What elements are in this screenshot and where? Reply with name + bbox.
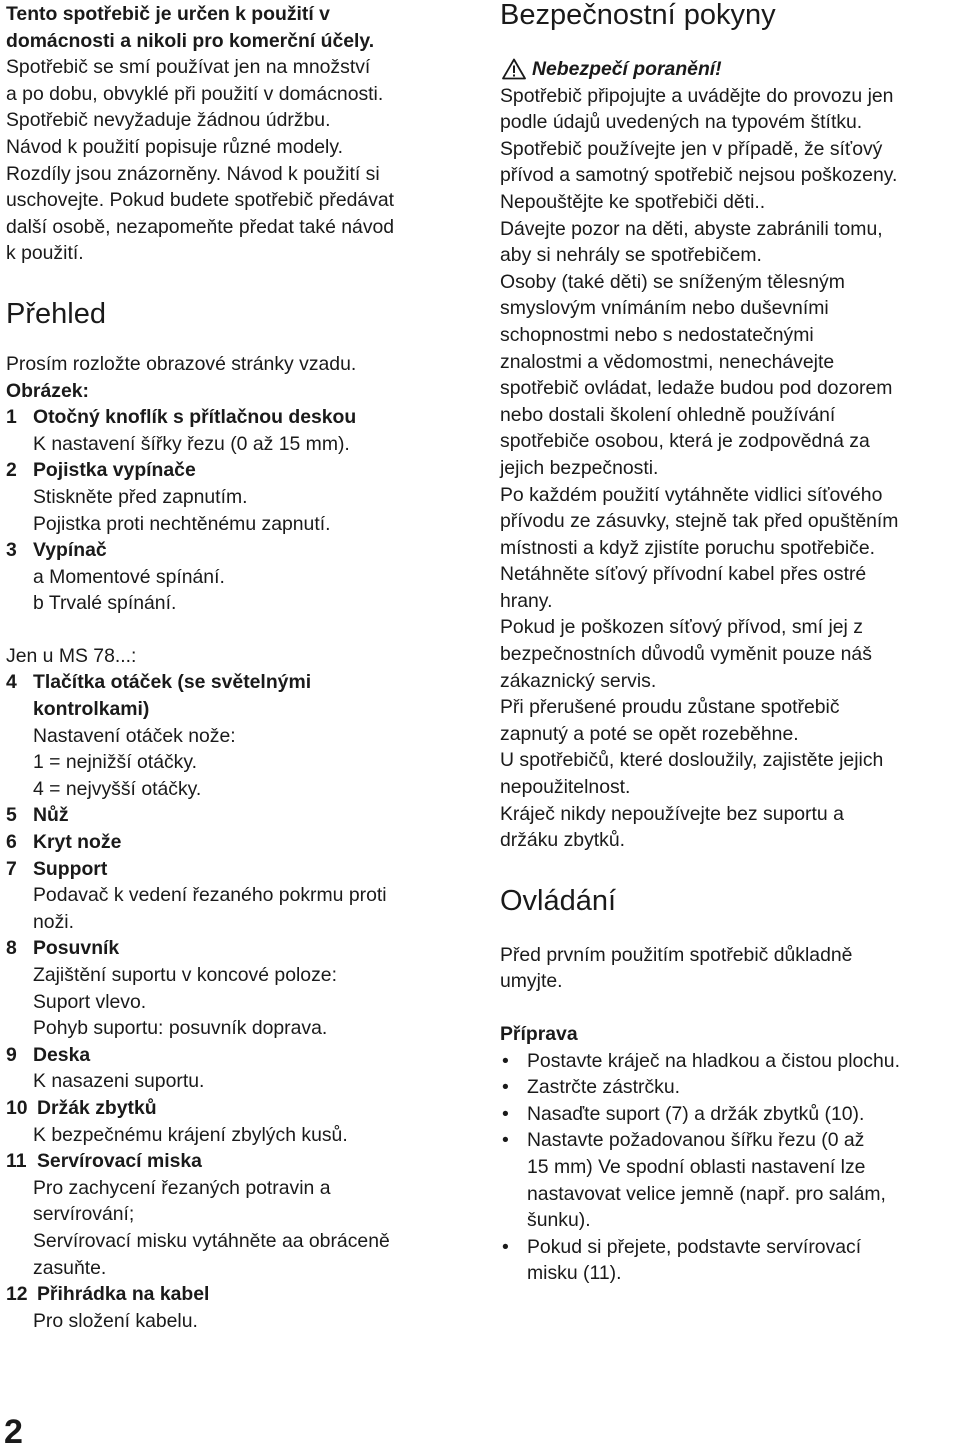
item-title: Otočný knoflík s přítlačnou deskou <box>33 406 357 429</box>
safety-line: podle údajů uvedených na typovém štítku. <box>500 111 863 134</box>
operation-heading: Ovládání <box>500 884 617 917</box>
safety-line: Dávejte pozor na děti, abyste zabránili tomu, <box>500 217 883 240</box>
warning-text: Nebezpečí poranění! <box>532 58 722 80</box>
item-title: Nůž <box>33 804 69 827</box>
operation-intro <box>500 942 960 995</box>
intro-line: uschovejte. Pokud budete spotřebič předávat <box>6 189 395 212</box>
safety-line: Kráječ nikdy nepoužívejte bez suportu a <box>500 802 844 825</box>
preparation-list <box>500 1048 960 1287</box>
item-description: K nastavení šířky řezu (0 až 15 mm). <box>33 432 350 455</box>
safety-line: Spotřebič připojujte a uvádějte do provozu jen <box>500 84 894 107</box>
list-item-text: šunku). <box>527 1209 591 1232</box>
model-note: Jen u MS 78...: <box>6 644 137 667</box>
parts-item <box>6 537 468 617</box>
item-description: Pohyb suportu: posuvník doprava. <box>33 1017 328 1040</box>
item-number: 12 <box>6 1283 28 1306</box>
page-number: 2 <box>4 1413 23 1451</box>
item-description: Podavač k vedení řezaného pokrmu proti <box>33 884 387 907</box>
safety-paragraph <box>500 189 960 216</box>
item-number: 10 <box>6 1096 28 1119</box>
parts-item <box>6 935 468 1041</box>
safety-line: Osoby (také děti) se sníženým tělesným <box>500 270 845 293</box>
item-description: K nasazeni suportu. <box>33 1070 205 1093</box>
parts-item <box>6 1042 468 1095</box>
intro-line: Rozdíly jsou znázorněny. Návod k použití si <box>6 162 380 185</box>
parts-item <box>6 404 468 457</box>
safety-line: Po každém použití vytáhněte vidlici síťového <box>500 483 883 506</box>
list-item-text: misku (11). <box>527 1262 622 1285</box>
parts-item <box>6 856 468 936</box>
item-description: 1 = nejnižší otáčky. <box>33 751 198 774</box>
item-description: a Momentové spínání. <box>33 565 225 588</box>
safety-line: Netáhněte síťový přívodní kabel přes ostré <box>500 563 867 586</box>
item-description: zasuňte. <box>33 1256 107 1279</box>
item-title: Přihrádka na kabel <box>37 1283 210 1306</box>
item-description: noži. <box>33 910 74 933</box>
left-column <box>6 0 468 1334</box>
intro-section <box>6 1 468 267</box>
item-number: 1 <box>6 406 17 429</box>
safety-line: jejich bezpečnosti. <box>500 456 659 479</box>
item-description: Pro zachycení řezaných potravin a <box>33 1176 331 1199</box>
item-description: servírování; <box>33 1203 135 1226</box>
warning-triangle-icon <box>502 58 526 80</box>
safety-line: hrany. <box>500 589 553 612</box>
right-column <box>500 0 960 1287</box>
list-item-text: Zastrčte zástrčku. <box>527 1076 681 1099</box>
safety-paragraph <box>500 614 960 694</box>
safety-paragraph <box>500 216 960 269</box>
safety-line: Pokud je poškozen síťový přívod, smí jej z <box>500 616 863 639</box>
safety-line: smyslovým vnímáním nebo duševními <box>500 297 829 320</box>
parts-item <box>6 829 468 856</box>
warning-line <box>500 56 960 83</box>
figure-label: Obrázek: <box>6 379 89 402</box>
safety-paragraph <box>500 561 960 614</box>
item-description: Suport vlevo. <box>33 990 147 1013</box>
list-item <box>500 1234 960 1287</box>
intro-bold-line: domácnosti a nikoli pro komerční účely. <box>6 29 375 52</box>
intro-line: další osobě, nezapomeňte předat také návod <box>6 215 395 238</box>
safety-line: znalostmi a vědomostmi, nenechávejte <box>500 350 835 373</box>
operation-intro-line: Před prvním použitím spotřebič důkladně <box>500 943 853 966</box>
overview-heading: Přehled <box>6 297 106 330</box>
item-number: 5 <box>6 804 17 827</box>
parts-item <box>6 1281 468 1334</box>
intro-line: Spotřebič nevyžaduje žádnou údržbu. <box>6 109 331 132</box>
item-description: Pro složení kabelu. <box>33 1309 198 1332</box>
item-number: 9 <box>6 1043 17 1066</box>
list-item <box>500 1048 960 1075</box>
list-item-text: Postavte kráječ na hladkou a čistou plochu. <box>527 1049 900 1072</box>
item-number: 11 <box>6 1150 27 1173</box>
intro-line: k použití. <box>6 242 84 265</box>
item-title: Kryt nože <box>33 831 122 854</box>
safety-line: místnosti a když zjistíte poruchu spotřebiče. <box>500 536 876 559</box>
item-description: b Trvalé spínání. <box>33 592 177 615</box>
list-item-text: 15 mm) Ve spodní oblasti nastavení lze <box>527 1155 866 1178</box>
safety-paragraph <box>500 482 960 562</box>
item-title: Deska <box>33 1043 91 1066</box>
list-item-text: nastavovat velice jemně (např. pro salám, <box>527 1182 886 1205</box>
parts-item <box>6 802 468 829</box>
safety-line: schopnostmi nebo s nedostatečnými <box>500 323 814 346</box>
safety-paragraph <box>500 83 960 136</box>
overview-intro: Prosím rozložte obrazové stránky vzadu. <box>6 352 357 375</box>
item-title: Vypínač <box>33 539 107 562</box>
item-title-continued: kontrolkami) <box>33 698 150 721</box>
safety-line: držáku zbytků. <box>500 829 626 852</box>
item-title: Pojistka vypínače <box>33 459 196 482</box>
list-item-text: • Pokud si přejete, podstavte servírovací <box>527 1235 862 1258</box>
item-description: Zajištění suportu v koncové poloze: <box>33 964 337 986</box>
safety-line: bezpečnostních důvodů vyměnit pouze náš <box>500 643 872 666</box>
item-number: 8 <box>6 937 17 960</box>
parts-item <box>6 1095 468 1148</box>
preparation-heading: Příprava <box>500 1023 578 1045</box>
intro-line: Návod k použití popisuje různé modely. <box>6 135 344 158</box>
item-description: Pojistka proti nechtěnému zapnutí. <box>33 512 331 535</box>
list-item-text: • Nastavte požadovanou šířku řezu (0 až <box>527 1129 865 1152</box>
safety-line: spotřebiče osobou, která je zodpovědná za <box>500 430 870 453</box>
item-description: Stiskněte před zapnutím. <box>33 485 248 508</box>
safety-line: aby si nehrály se spotřebičem. <box>500 244 762 267</box>
list-item <box>500 1127 960 1233</box>
item-number: 6 <box>6 831 17 854</box>
safety-section <box>500 56 960 854</box>
item-title: Support <box>33 857 108 880</box>
item-description: Servírovací misku vytáhněte aa obráceně <box>33 1229 390 1252</box>
safety-line: Nepouštějte ke spotřebiči děti.. <box>500 190 766 213</box>
parts-item <box>6 457 468 537</box>
safety-line: U spotřebičů, které dosloužily, zajistěte jejich <box>500 749 884 772</box>
list-item-text: Nasaďte suport (7) a držák zbytků (10). <box>527 1102 865 1125</box>
operation-intro-line: umyjte. <box>500 970 563 993</box>
safety-line: přívod a samotný spotřebič nejsou poškozeny. <box>500 164 898 187</box>
item-title: Servírovací miska <box>37 1150 202 1173</box>
parts-item <box>6 669 468 802</box>
safety-paragraph <box>500 269 960 482</box>
safety-line: nebo dostali školení ohledně používání <box>500 403 836 426</box>
safety-paragraph <box>500 136 960 189</box>
item-description: 4 = nejvyšší otáčky. <box>33 777 202 800</box>
parts-item <box>6 1148 468 1281</box>
item-title: Tlačítka otáček (se světelnými <box>33 671 312 694</box>
item-number: 3 <box>6 539 17 562</box>
safety-paragraph <box>500 747 960 800</box>
item-description: K bezpečnému krájení zbylých kusů. <box>33 1123 348 1146</box>
item-title: Posuvník <box>33 937 120 960</box>
safety-paragraph <box>500 694 960 747</box>
safety-heading: Bezpečnostní pokyny <box>500 0 776 31</box>
item-number: 7 <box>6 857 17 880</box>
list-item <box>500 1074 960 1101</box>
item-number: 2 <box>6 459 17 482</box>
safety-line: zákaznický servis. <box>500 669 657 692</box>
safety-line: zapnutý a poté se opět rozeběhne. <box>500 722 799 745</box>
intro-line: Spotřebič se smí používat jen na množství <box>6 56 371 79</box>
safety-paragraph <box>500 801 960 854</box>
overview-section <box>6 351 468 1334</box>
item-title: Držák zbytků <box>37 1096 157 1119</box>
intro-bold-line: Tento spotřebič je určen k použití v <box>6 3 330 25</box>
safety-line: Při přerušené proudu zůstane spotřebič <box>500 696 840 719</box>
item-number: 4 <box>6 671 17 694</box>
safety-line: přívodu ze zásuvky, stejně tak před opuštěním <box>500 510 899 533</box>
item-description: Nastavení otáček nože: <box>33 724 236 747</box>
list-item <box>500 1101 960 1128</box>
safety-line: Spotřebič používejte jen v případě, že síťový <box>500 137 883 160</box>
safety-line: nepoužitelnost. <box>500 776 631 799</box>
safety-line: spotřebič ovládat, ledaže budou pod dozorem <box>500 377 893 400</box>
intro-line: a po dobu, obvyklé při použití v domácnosti. <box>6 82 384 105</box>
